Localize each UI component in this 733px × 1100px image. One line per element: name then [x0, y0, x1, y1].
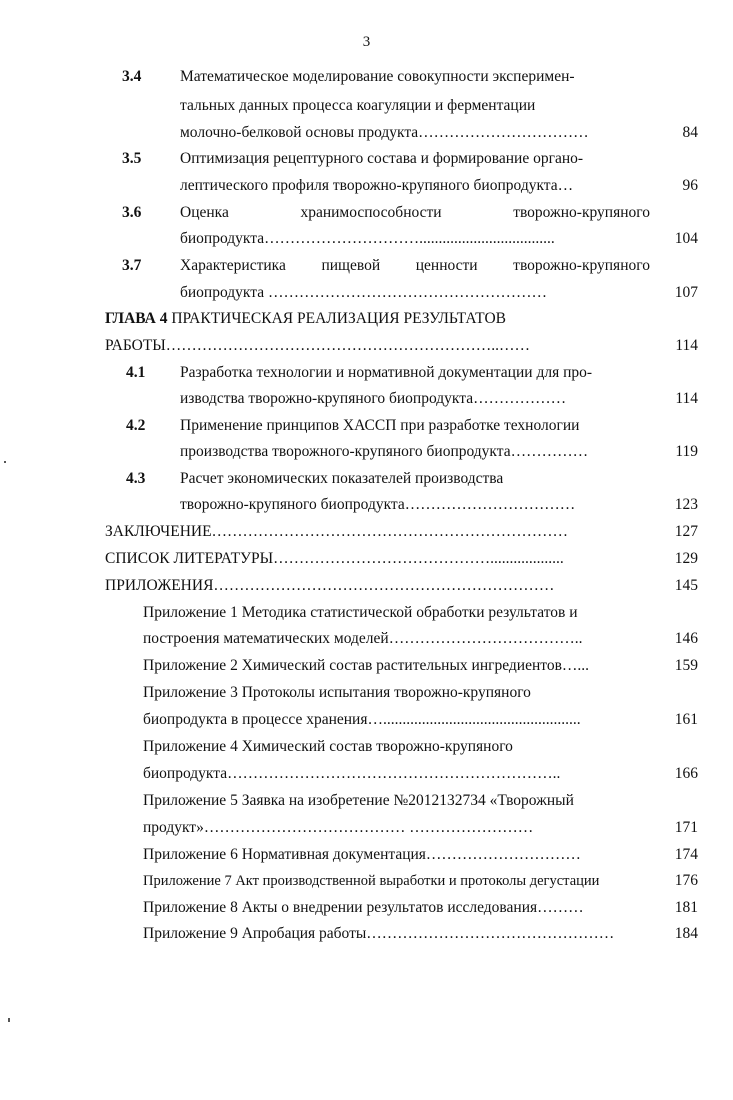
scan-speck	[8, 1018, 10, 1022]
toc-appendix-2-page: 159	[674, 657, 698, 674]
toc-3-6-page: 104	[674, 230, 698, 247]
toc-3-6-line-2: биопродукта…………………………...................................	[180, 230, 555, 247]
chapter-4-title: ПРАКТИЧЕСКАЯ РЕАЛИЗАЦИЯ РЕЗУЛЬТАТОВ	[167, 310, 506, 327]
chapter-4-label: ГЛАВА 4	[105, 310, 168, 327]
toc-4-3-line-2: творожно-крупяного биопродукта……………………………	[180, 496, 576, 513]
toc-4-2-line-1: Применение принципов ХАССП при разработке технологии	[180, 417, 580, 434]
chapter-4-heading	[105, 310, 506, 328]
toc-3-7-line-2: биопродукта ………………………………………………	[180, 284, 547, 301]
toc-appendix-1-line-1: Приложение 1 Методика статистической обработки результатов и	[143, 604, 578, 621]
toc-4-3-page: 123	[674, 496, 698, 513]
toc-appendix-9-page: 184	[674, 925, 698, 942]
toc-conclusion-page: 127	[674, 523, 698, 540]
toc-3-5-page: 96	[682, 177, 698, 194]
toc-appendix-5-line-1: Приложение 5 Заявка на изобретение №2012132734 «Творожный	[143, 792, 574, 809]
toc-3-7-page: 107	[674, 284, 698, 301]
toc-appendices: ПРИЛОЖЕНИЯ…………………………………………………………	[105, 577, 555, 594]
section-number-3-7: 3.7	[122, 257, 142, 274]
toc-appendix-1-line-2: построения математических моделей………………………………..	[143, 630, 583, 647]
toc-appendices-page: 145	[674, 577, 698, 594]
toc-4-1-line-2: изводства творожно-крупяного биопродукта………………	[180, 390, 567, 407]
toc-appendix-6-page: 174	[674, 846, 698, 863]
toc-4-1-line-1: Разработка технологии и нормативной документации для про-	[180, 364, 593, 381]
toc-3-7-word-4: творожно-крупяного	[513, 257, 650, 274]
toc-3-6-word-2: хранимоспособности	[300, 204, 442, 221]
toc-appendix-8: Приложение 8 Акты о внедрении результатов исследования………	[143, 899, 584, 916]
toc-appendix-4-page: 166	[674, 765, 698, 782]
toc-appendix-3-line-2: биопродукта в процессе хранения…...................................................	[143, 711, 581, 728]
toc-references: СПИСОК ЛИТЕРАТУРЫ……………………………………...................	[105, 550, 564, 567]
toc-3-4-page: 84	[682, 124, 698, 141]
toc-appendix-7: Приложение 7 Акт производственной выработки и протоколы дегустации	[143, 873, 600, 889]
toc-3-7-word-1: Характеристика	[180, 257, 286, 274]
scan-speck	[4, 461, 6, 463]
toc-3-6-line-1	[180, 204, 650, 222]
toc-appendix-3-line-1: Приложение 3 Протоколы испытания творожно-крупяного	[143, 684, 531, 701]
toc-appendix-4-line-1: Приложение 4 Химический состав творожно-крупяного	[143, 738, 513, 755]
toc-4-3-line-1: Расчет экономических показателей производства	[180, 470, 504, 487]
chapter-4-page: 114	[675, 337, 698, 354]
chapter-4-line-2: РАБОТЫ………………………………………………………..……	[105, 337, 531, 354]
toc-3-4-line-3: молочно-белковой основы продукта……………………………	[180, 124, 589, 141]
section-number-3-6: 3.6	[122, 204, 142, 221]
toc-3-6-word-3: творожно-крупяного	[513, 204, 650, 221]
toc-3-5-line-1: Оптимизация рецептурного состава и формирование органо-	[180, 150, 584, 167]
toc-3-5-line-2: лептического профиля творожно-крупяного биопродукта…	[180, 177, 574, 194]
section-number-4-2: 4.2	[126, 417, 146, 434]
toc-appendix-2: Приложение 2 Химический состав растительных ингредиентов…...	[143, 657, 590, 674]
toc-appendix-5-page: 171	[674, 819, 698, 836]
toc-appendix-7-page: 176	[674, 872, 698, 889]
section-number-3-4: 3.4	[122, 68, 142, 85]
toc-appendix-4-line-2: биопродукта………………………………………………………..	[143, 765, 561, 782]
toc-4-2-line-2: производства творожного-крупяного биопродукта……………	[180, 443, 589, 460]
toc-3-7-word-3: ценности	[415, 257, 478, 274]
page-number: 3	[362, 34, 371, 50]
toc-4-2-page: 119	[675, 443, 698, 460]
toc-3-6-word-1: Оценка	[180, 204, 229, 221]
toc-appendix-5-line-2: продукт»………………………………… ……………………	[143, 819, 534, 836]
toc-3-7-line-1	[180, 257, 650, 275]
toc-4-1-page: 114	[675, 390, 698, 407]
toc-appendix-1-page: 146	[674, 630, 698, 647]
section-number-4-1: 4.1	[126, 364, 146, 381]
toc-appendix-8-page: 181	[674, 899, 698, 916]
toc-3-7-word-2: пищевой	[321, 257, 381, 274]
toc-conclusion: ЗАКЛЮЧЕНИЕ……………………………………………………………	[105, 523, 569, 540]
toc-3-4-line-1: Математическое моделирование совокупности эксперимен-	[180, 68, 575, 85]
section-number-3-5: 3.5	[122, 150, 142, 167]
toc-3-4-line-2: тальных данных процесса коагуляции и ферментации	[180, 97, 536, 114]
toc-appendix-6: Приложение 6 Нормативная документация…………………………	[143, 846, 581, 863]
toc-appendix-9: Приложение 9 Апробация работы…………………………………………	[143, 925, 615, 942]
toc-appendix-3-page: 161	[674, 711, 698, 728]
toc-references-page: 129	[674, 550, 698, 567]
section-number-4-3: 4.3	[126, 470, 146, 487]
